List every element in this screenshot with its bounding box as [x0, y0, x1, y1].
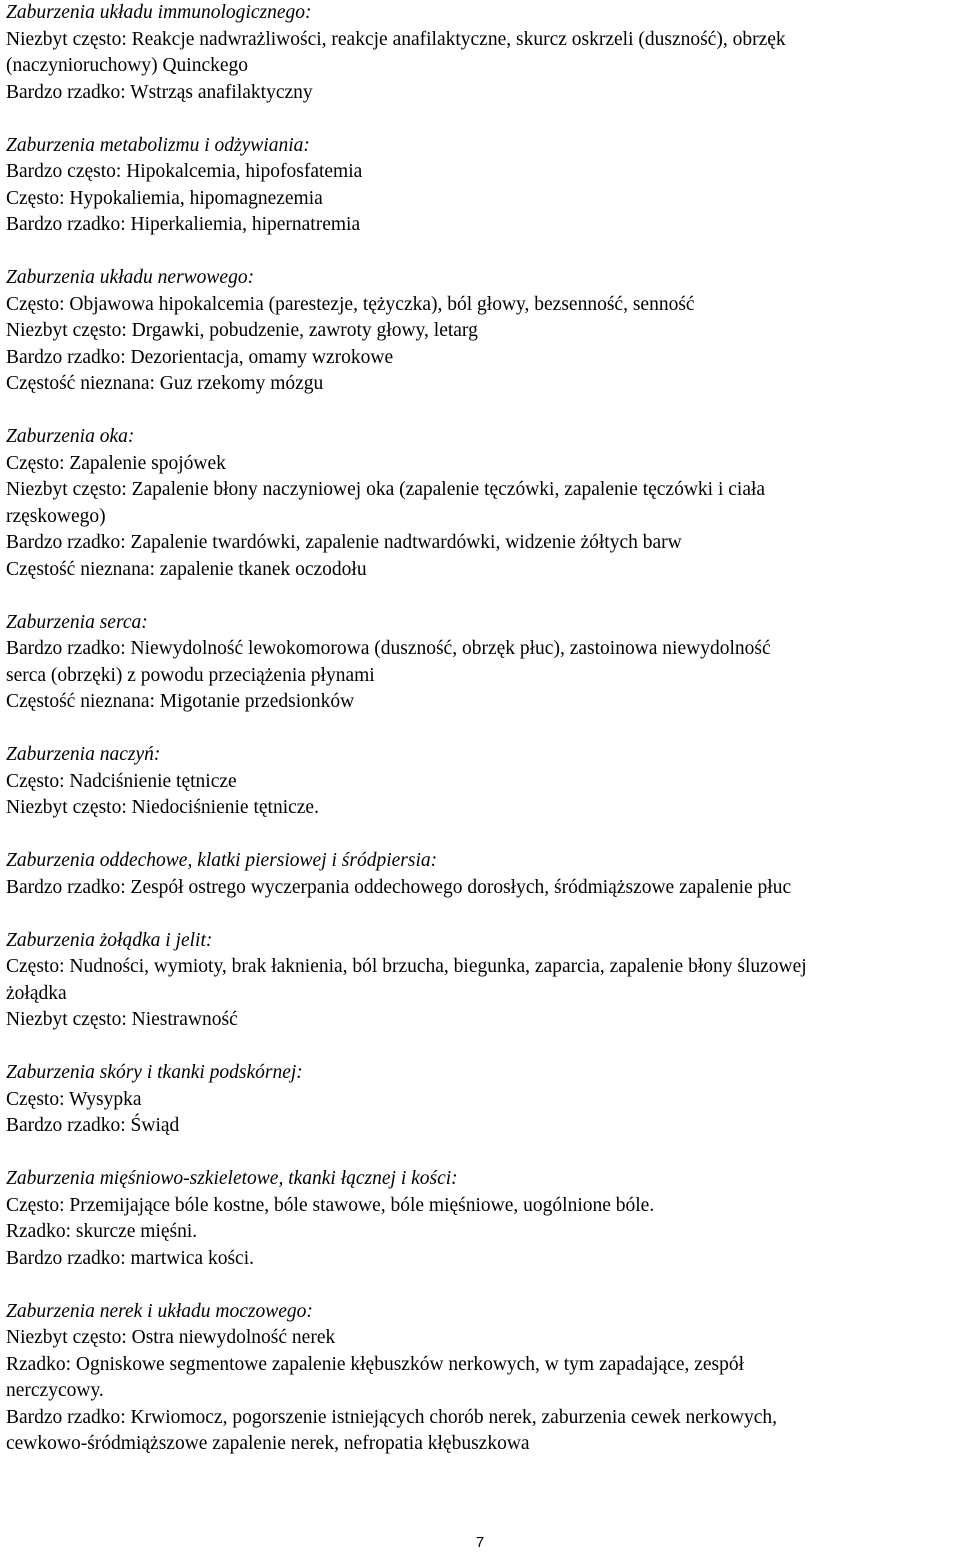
section-skin-disorders — [6, 1060, 960, 1140]
section-line: Niezbyt często: Reakcje nadwrażliwości, reakcje anafilaktyczne, skurcz oskrzeli (duszność), obrzęk — [6, 28, 786, 50]
section-line: Rzadko: Ogniskowe segmentowe zapalenie kłębuszków nerkowych, w tym zapadające, zespół — [6, 1353, 745, 1375]
section-line: Często: Zapalenie spojówek — [6, 452, 226, 474]
section-line: żołądka — [6, 982, 67, 1004]
section-heading: Zaburzenia skóry i tkanki podskórnej: — [6, 1062, 303, 1083]
page-number: 7 — [475, 1534, 485, 1551]
section-heading: Zaburzenia nerek i układu moczowego: — [6, 1300, 313, 1322]
section-heading: Zaburzenia metabolizmu i odżywiania: — [6, 134, 310, 156]
section-eye-disorders — [6, 424, 960, 583]
section-line: Bardzo rzadko: Niewydolność lewokomorowa (duszność, obrzęk płuc), zastoinowa niewydolność — [6, 638, 771, 659]
section-heading: Zaburzenia serca: — [6, 611, 148, 633]
section-line: Często: Nadciśnienie tętnicze — [6, 770, 237, 792]
section-line: Niezbyt często: Ostra niewydolność nerek — [6, 1327, 336, 1348]
section-line: Często: Nudności, wymioty, brak łaknienia, ból brzucha, biegunka, zaparcia, zapalenie błony śluzowej — [6, 956, 807, 977]
section-respiratory-disorders — [6, 848, 960, 901]
section-line: Często: Hypokaliemia, hipomagnezemia — [6, 187, 323, 209]
section-line: Bardzo rzadko: Zespół ostrego wyczerpania oddechowego dorosłych, śródmiąższowe zapalenie płuc — [6, 876, 792, 898]
section-line: Bardzo rzadko: martwica kości. — [6, 1247, 254, 1269]
section-cardiac-disorders — [6, 610, 960, 716]
document-page — [6, 0, 960, 1458]
section-line: Bardzo rzadko: Krwiomocz, pogorszenie istniejących chorób nerek, zaburzenia cewek nerkowych, — [6, 1406, 778, 1428]
section-line: Bardzo rzadko: Hiperkaliemia, hipernatremia — [6, 214, 361, 235]
section-line: Bardzo rzadko: Zapalenie twardówki, zapalenie nadtwardówki, widzenie żółtych barw — [6, 532, 682, 553]
section-metabolism-disorders — [6, 133, 960, 239]
section-line: (naczynioruchowy) Quinckego — [6, 55, 249, 76]
section-renal-disorders — [6, 1299, 960, 1458]
section-heading: Zaburzenia układu immunologicznego: — [6, 2, 312, 23]
section-nervous-system-disorders — [6, 265, 960, 398]
section-line: cewkowo-śródmiąższowe zapalenie nerek, nefropatia kłębuszkowa — [6, 1433, 530, 1454]
section-musculoskeletal-disorders — [6, 1166, 960, 1272]
section-heading: Zaburzenia układu nerwowego: — [6, 267, 255, 288]
section-line: Często: Przemijające bóle kostne, bóle stawowe, bóle mięśniowe, uogólnione bóle. — [6, 1194, 655, 1216]
section-line: serca (obrzęki) z powodu przeciążenia płynami — [6, 664, 375, 686]
section-line: Bardzo rzadko: Dezorientacja, omamy wzrokowe — [6, 346, 394, 368]
section-line: Niezbyt często: Niedociśnienie tętnicze. — [6, 797, 319, 818]
section-line: Często: Objawowa hipokalcemia (parestezje, tężyczka), ból głowy, bezsenność, senność — [6, 293, 695, 315]
section-vascular-disorders — [6, 742, 960, 822]
section-heading: Zaburzenia mięśniowo-szkieletowe, tkanki łącznej i kości: — [6, 1168, 458, 1189]
section-line: Bardzo rzadko: Świąd — [6, 1115, 180, 1136]
section-line: Niezbyt często: Zapalenie błony naczyniowej oka (zapalenie tęczówki, zapalenie tęczówki i ciała — [6, 479, 766, 500]
section-line: nerczycowy. — [6, 1380, 104, 1401]
section-gastrointestinal-disorders — [6, 928, 960, 1034]
section-heading: Zaburzenia naczyń: — [6, 744, 161, 765]
section-heading: Zaburzenia oddechowe, klatki piersiowej i śródpiersia: — [6, 850, 438, 871]
section-line: Często: Wysypka — [6, 1088, 142, 1110]
section-line: Bardzo często: Hipokalcemia, hipofosfatemia — [6, 161, 363, 182]
section-line: Bardzo rzadko: Wstrząs anafilaktyczny — [6, 81, 313, 103]
section-line: Niezbyt często: Niestrawność — [6, 1009, 238, 1030]
section-immune-disorders — [6, 0, 960, 106]
section-heading: Zaburzenia żołądka i jelit: — [6, 929, 213, 951]
section-line: Częstość nieznana: Guz rzekomy mózgu — [6, 373, 324, 394]
section-heading: Zaburzenia oka: — [6, 426, 135, 447]
section-line: Niezbyt często: Drgawki, pobudzenie, zawroty głowy, letarg — [6, 320, 478, 341]
section-line: Rzadko: skurcze mięśni. — [6, 1221, 198, 1242]
section-line: Częstość nieznana: Migotanie przedsionków — [6, 691, 355, 712]
section-line: rzęskowego) — [6, 505, 106, 527]
section-line: Częstość nieznana: zapalenie tkanek oczodołu — [6, 558, 367, 580]
